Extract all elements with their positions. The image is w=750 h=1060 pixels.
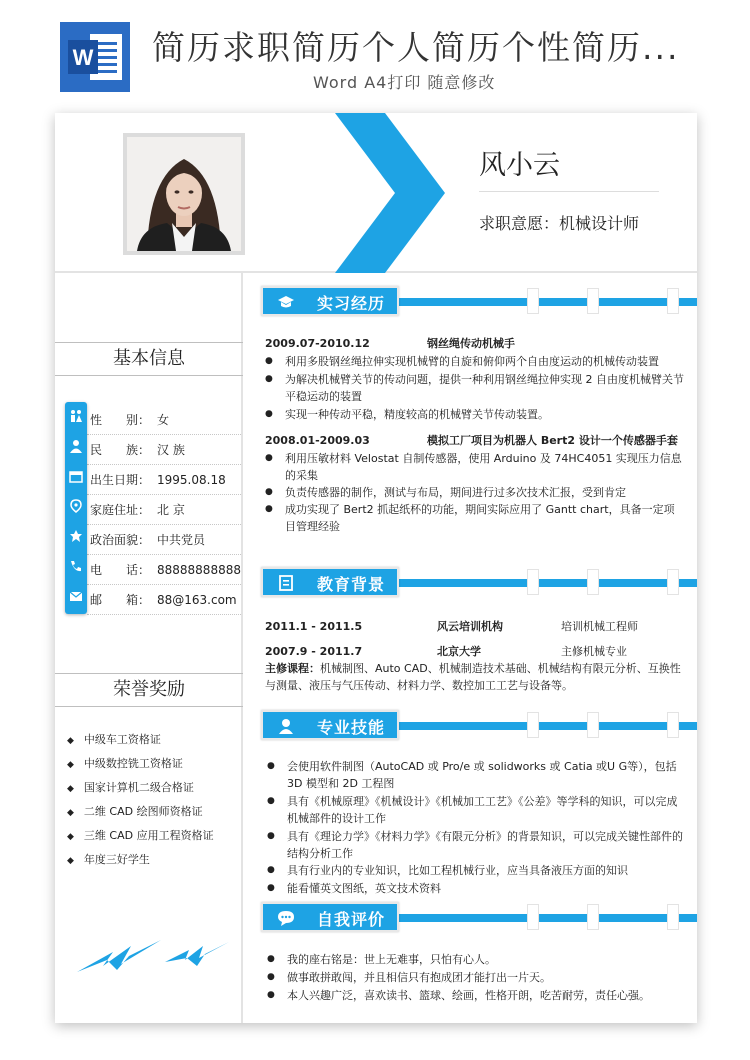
bar-block [587, 569, 599, 595]
edu-major: 培训机械工程师 [561, 620, 638, 633]
edu-major: 主修机械专业 [561, 645, 627, 658]
section-education-header [245, 567, 697, 597]
info-label: 出生日期： [90, 473, 151, 487]
info-value: 北 京 [157, 503, 185, 517]
document-subtitle: Word A4打印 随意修改 [313, 73, 496, 92]
left-column [55, 273, 243, 1023]
banner [0, 0, 750, 100]
document-title: 简历求职简历个人简历个性简历... [152, 28, 680, 67]
entry-bullet: ● 利用压敏材料 Velostat 自制传感器，使用 Arduino 及 74HC4051 实现压力信息的采集 [285, 450, 685, 484]
phone-icon [69, 559, 83, 573]
skill-bullet: ● 能看懂英文图纸，英文技术资料 [287, 880, 687, 897]
info-ethnicity [87, 435, 241, 465]
entry-bullet: ● 负责传感器的制作，测试与布局，期间进行过多次技术汇报，受到肯定 [285, 484, 685, 501]
info-label: 性 别： [90, 413, 151, 427]
entry-bullet: ● 为解决机械臂关节的传动问题，提供一种利用钢丝绳拉伸实现 2 自由度机械臂关节平稳运动的装置 [285, 371, 685, 405]
info-label: 邮 箱： [90, 593, 151, 607]
bar-block [667, 569, 679, 595]
section-skills-header [245, 710, 697, 740]
info-value: 汉 族 [157, 443, 185, 457]
section-tab [261, 286, 399, 316]
section-self-header [245, 902, 697, 932]
skill-bullet: ● 具有行业内的专业知识，比如工程机械行业，应当具备液压方面的知识 [287, 862, 687, 879]
info-label: 家庭住址： [90, 503, 151, 517]
edu-date: 2011.1 - 2011.5 [265, 620, 363, 633]
info-value: 1995.08.18 [157, 473, 226, 487]
bar-block [667, 288, 679, 314]
bar-block [527, 288, 539, 314]
info-gender [87, 405, 241, 435]
ethnicity-icon [69, 439, 83, 453]
skill-bullet: ● 具有《机械原理》《机械设计》《机械加工工艺》《公差》等学科的知识，可以完成机械部件的设计工作 [287, 793, 687, 827]
info-label: 民 族： [90, 443, 151, 457]
entry-bullet: ● 实现一种传动平稳，精度较高的机械臂关节传动装置。 [285, 406, 685, 423]
section-title: 教育背景 [317, 575, 386, 594]
info-email [87, 585, 241, 615]
edu-school: 北京大学 [437, 645, 481, 658]
resume-header [55, 113, 697, 273]
entry-project: 钢丝绳传动机械手 [427, 337, 515, 350]
bar-block [667, 712, 679, 738]
edu-school: 风云培训机构 [437, 620, 503, 633]
honor-item: ◆ 国家计算机二级合格证 [67, 779, 194, 795]
skill-bullet: ● 具有《理论力学》《材料力学》《有限元分析》的背景知识，可以完成关键性部件的结构分析工作 [287, 828, 687, 862]
entry-project: 模拟工厂项目为机器人 Bert2 设计一个传感器手套 [427, 434, 678, 447]
basic-info-heading: 基本信息 [55, 342, 243, 376]
info-phone [87, 555, 241, 585]
info-value: 88888888888 [157, 563, 241, 577]
info-label: 电 话： [90, 563, 151, 577]
honor-item: ◆ 中级车工资格证 [67, 731, 161, 747]
resume-page [55, 113, 697, 1023]
bar-block [527, 569, 539, 595]
bar-block [587, 904, 599, 930]
skill-bullet: ● 会使用软件制图（AutoCAD 或 Pro/e 或 solidworks 或 Catia 或U G等），包括 3D 模型和 2D 工程图 [287, 758, 687, 792]
bar-block [527, 712, 539, 738]
edu-date: 2007.9 - 2011.7 [265, 645, 363, 658]
self-bullet: ● 做事敢拼敢闯，并且相信只有抱成团才能打出一片天。 [287, 969, 687, 986]
svg-text:W: W [72, 45, 94, 70]
bird-decoration [73, 936, 233, 976]
courses-label: 主修课程： [265, 662, 320, 675]
info-value: 中共党员 [157, 533, 206, 547]
entry-bullet: ● 利用多股钢丝绳拉伸实现机械臂的自旋和俯仰两个自由度运动的机械传动装置 [285, 353, 685, 370]
honor-item: ◆ 中级数控铣工资格证 [67, 755, 183, 771]
info-political [87, 525, 241, 555]
section-internship-header [245, 286, 697, 316]
chat-bubble-icon [277, 909, 295, 927]
edu-courses [265, 660, 685, 694]
honors-heading: 荣誉奖励 [55, 673, 243, 707]
gender-icon [69, 409, 83, 423]
info-icon-strip [65, 402, 87, 614]
info-value: 88@163.com [157, 593, 237, 607]
self-bullet: ● 本人兴趣广泛，喜欢读书、篮球、绘画，性格开朗，吃苦耐劳，责任心强。 [287, 987, 687, 1004]
section-tab [261, 710, 399, 740]
info-value: 女 [157, 413, 170, 427]
job-intent: 求职意愿：机械设计师 [479, 214, 640, 233]
user-icon [277, 717, 295, 735]
info-address [87, 495, 241, 525]
bar-block [667, 904, 679, 930]
entry-bullet: ● 成功实现了 Bert2 抓起纸杯的功能，期间实际应用了 Gantt chart，具备一定项目管理经验 [285, 501, 685, 535]
location-icon [69, 499, 83, 513]
info-label: 政治面貌： [90, 533, 151, 547]
book-icon [277, 574, 295, 592]
section-title: 专业技能 [317, 718, 386, 737]
header-chevron-decoration [335, 113, 445, 273]
bar-block [527, 904, 539, 930]
word-icon [60, 22, 130, 92]
profile-photo [123, 133, 245, 255]
calendar-icon [69, 469, 83, 483]
section-tab [261, 567, 399, 597]
section-title: 自我评价 [317, 910, 386, 929]
mail-icon [69, 589, 83, 603]
name-divider [479, 191, 659, 192]
entry-date: 2009.07-2010.12 [265, 337, 370, 350]
section-tab [261, 902, 399, 932]
party-icon [69, 529, 83, 543]
section-title: 实习经历 [317, 294, 386, 313]
candidate-name: 风小云 [479, 150, 560, 181]
honor-item: ◆ 年度三好学生 [67, 851, 150, 867]
bar-block [587, 712, 599, 738]
graduation-cap-icon [277, 293, 295, 311]
self-bullet: ● 我的座右铭是：世上无难事，只怕有心人。 [287, 951, 687, 968]
courses-text: 机械制图、Auto CAD、机械制造技术基础、机械结构有限元分析、互换性与测量、液压与气压传动、材料力学、数控加工工艺与设备等。 [265, 662, 681, 692]
entry-date: 2008.01-2009.03 [265, 434, 370, 447]
honor-item: ◆ 二维 CAD 绘图师资格证 [67, 803, 203, 819]
bar-block [587, 288, 599, 314]
info-birthdate [87, 465, 241, 495]
honor-item: ◆ 三维 CAD 应用工程资格证 [67, 827, 214, 843]
